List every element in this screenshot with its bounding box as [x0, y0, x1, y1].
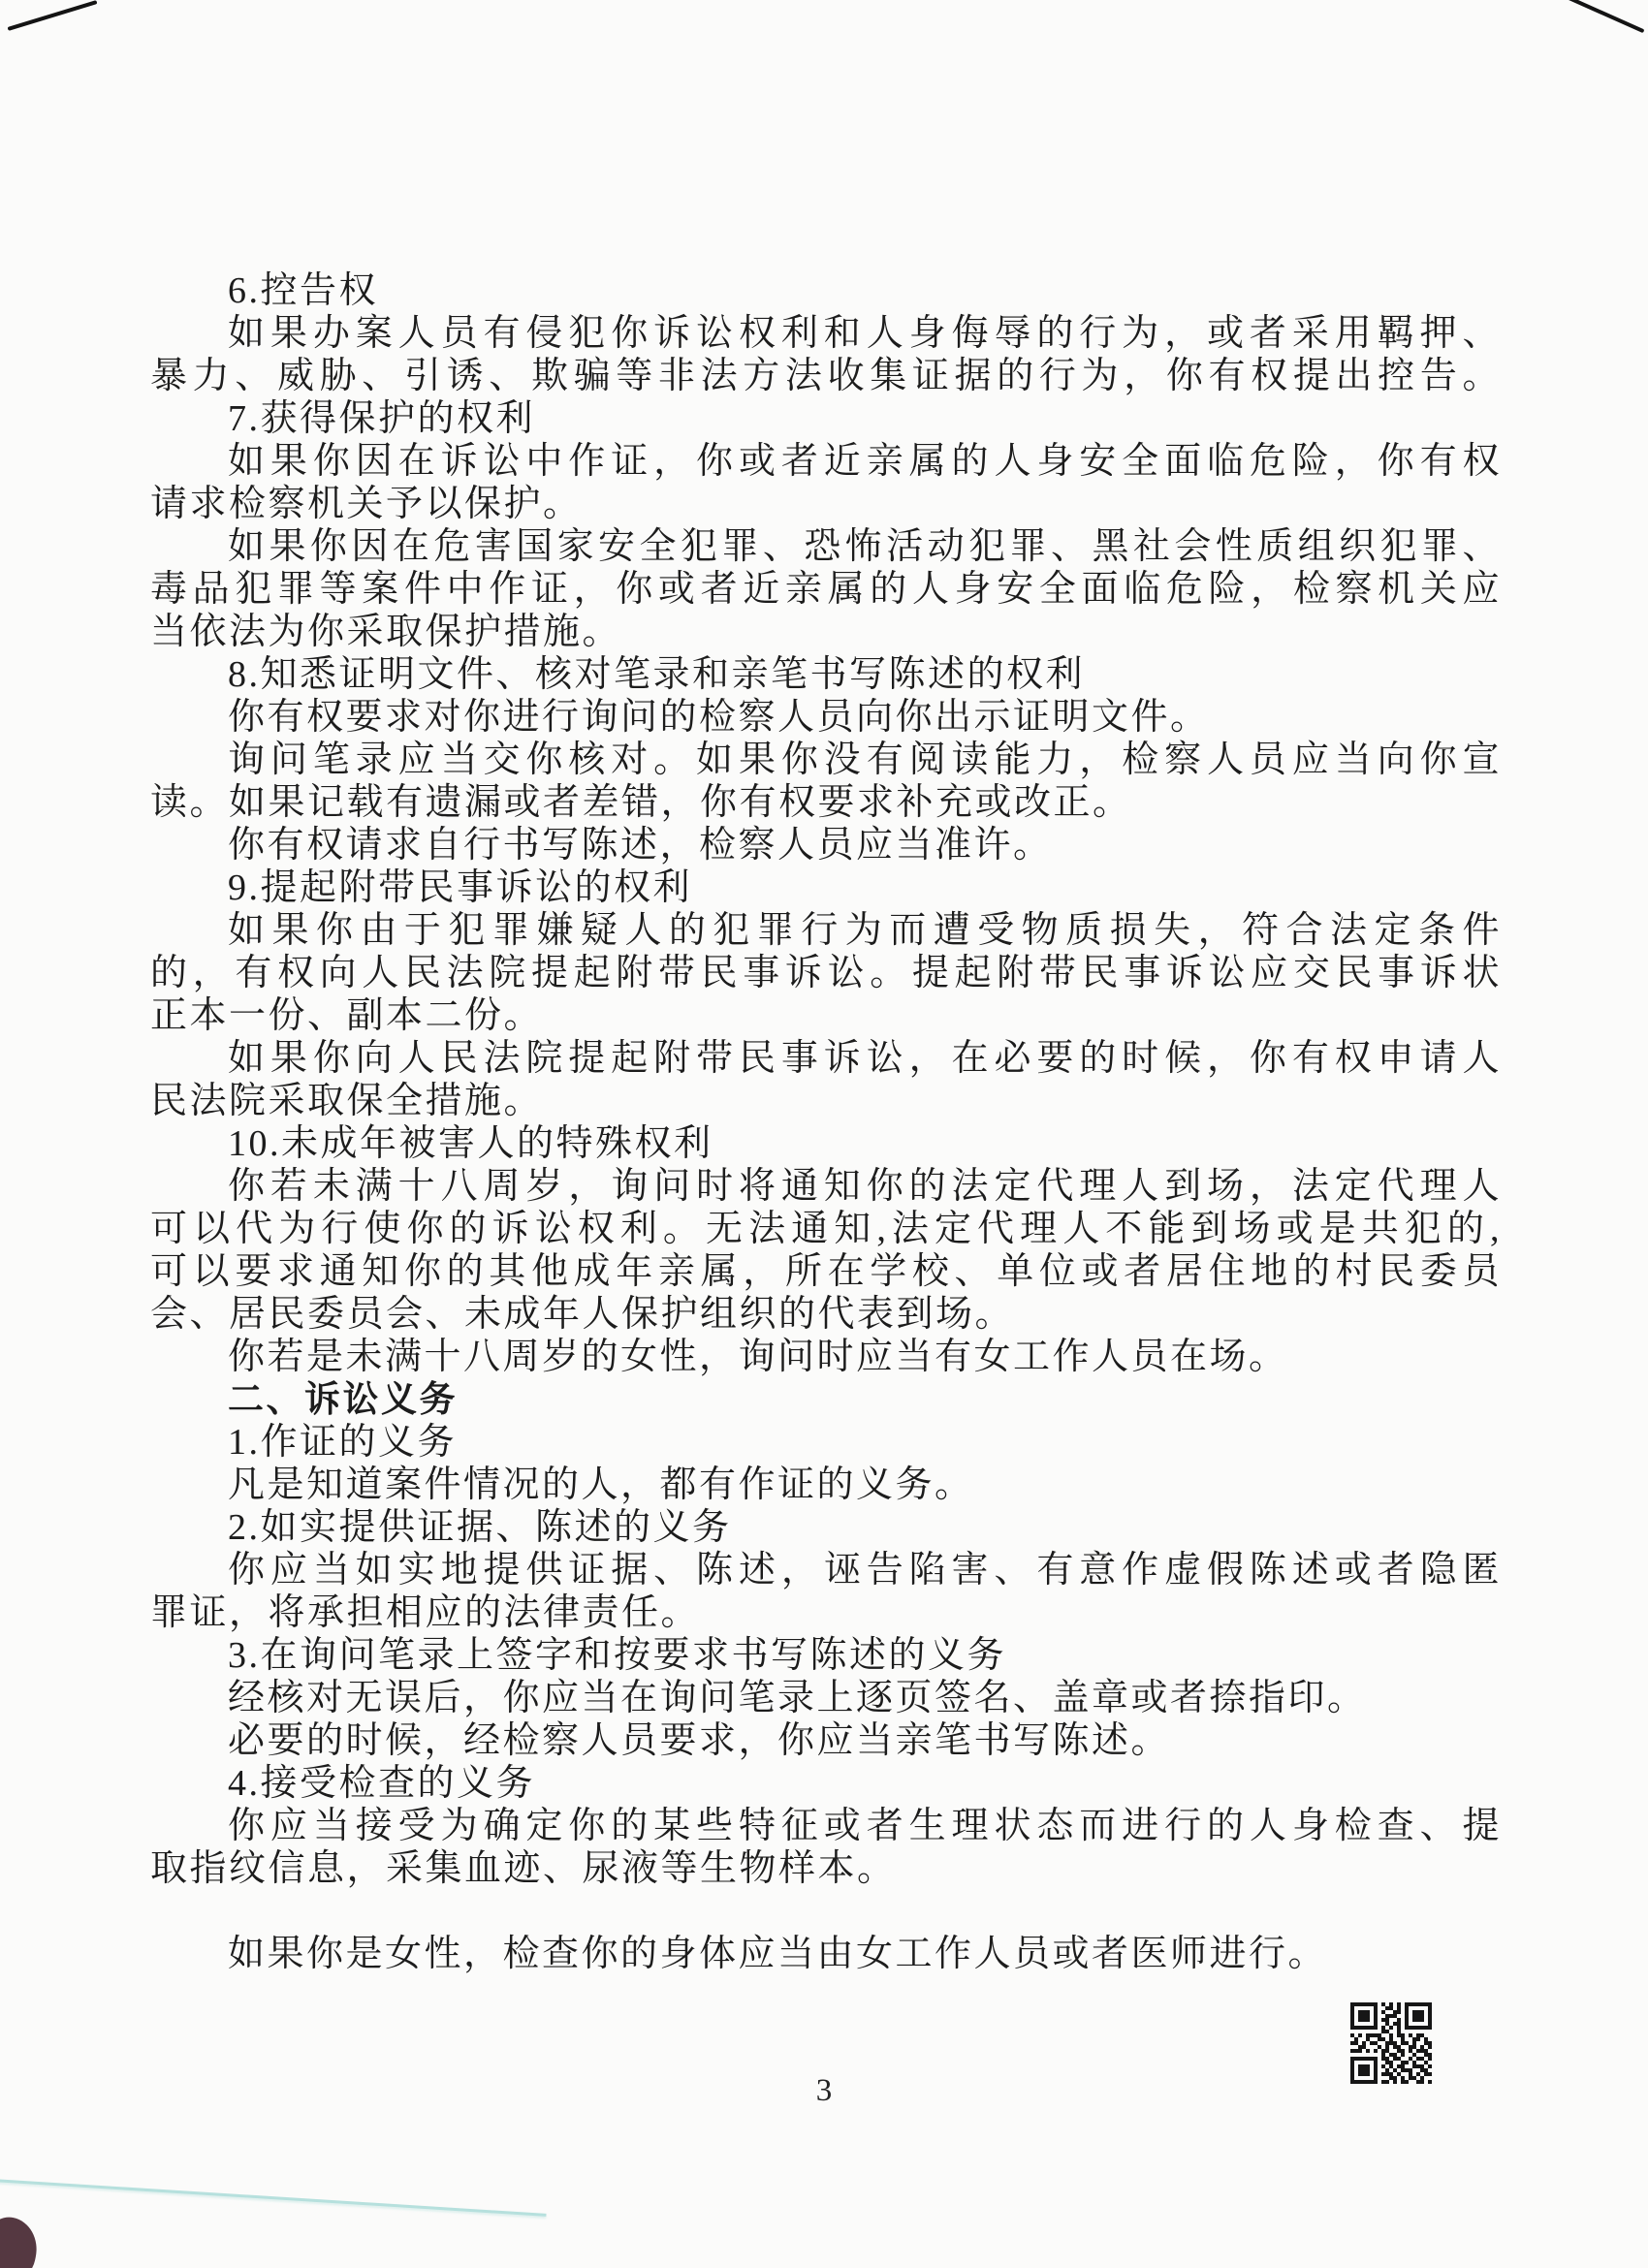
- text-line: 必要的时候，经检察人员要求，你应当亲笔书写陈述。: [228, 1720, 1171, 1761]
- text-line: 你若是未满十八周岁的女性，询问时应当有女工作人员在场。: [228, 1337, 1288, 1377]
- text-line: 如果你因在危害国家安全犯罪、恐怖活动犯罪、黑社会性质组织犯罪、: [228, 526, 1500, 567]
- text-line: 民法院采取保全措施。: [150, 1081, 544, 1121]
- scan-artifact-bottom-line: [0, 2179, 547, 2217]
- text-line: 询问笔录应当交你核对。如果你没有阅读能力，检察人员应当向你宣: [228, 740, 1500, 780]
- scan-artifact-top-left: [8, 0, 98, 31]
- text-line: 凡是知道案件情况的人，都有作证的义务。: [228, 1465, 974, 1505]
- scan-artifact-corner-smudge: [0, 2213, 43, 2268]
- qr-code: [1350, 2002, 1432, 2084]
- text-line: 3.在询问笔录上签字和按要求书写陈述的义务: [228, 1635, 1007, 1676]
- text-line: 取指纹信息，采集血迹、尿液等生物样本。: [150, 1848, 897, 1889]
- text-line: 你有权请求自行书写陈述，检察人员应当准许。: [228, 825, 1053, 866]
- text-line: 如果你因在诉讼中作证，你或者近亲属的人身安全面临危险，你有权: [228, 441, 1500, 482]
- text-line: 可以要求通知你的其他成年亲属，所在学校、单位或者居住地的村民委员: [150, 1251, 1500, 1292]
- text-line: 如果你是女性，检查你的身体应当由女工作人员或者医师进行。: [228, 1934, 1328, 1974]
- text-line: 请求检察机关予以保护。: [150, 484, 583, 524]
- text-line: 4.接受检查的义务: [228, 1763, 536, 1804]
- page-number: 3: [815, 2073, 833, 2108]
- text-line: 8.知悉证明文件、核对笔录和亲笔书写陈述的权利: [228, 654, 1086, 695]
- text-line: 当依法为你采取保护措施。: [150, 612, 622, 652]
- text-line: 正本一份、副本二份。: [150, 995, 544, 1036]
- text-line: 你应当如实地提供证据、陈述，诬告陷害、有意作虚假陈述或者隐匿: [228, 1550, 1500, 1591]
- text-line: 7.获得保护的权利: [228, 398, 536, 439]
- scan-artifact-top-right: [1555, 0, 1645, 33]
- text-line: 如果你由于犯罪嫌疑人的犯罪行为而遭受物质损失，符合法定条件: [228, 910, 1500, 951]
- text-line: 2.如实提供证据、陈述的义务: [228, 1507, 732, 1548]
- text-line: 暴力、威胁、引诱、欺骗等非法方法收集证据的行为，你有权提出控告。: [150, 356, 1500, 396]
- text-line: 6.控告权: [228, 270, 379, 311]
- text-line: 9.提起附带民事诉讼的权利: [228, 867, 693, 908]
- text-line: 你应当接受为确定你的某些特征或者生理状态而进行的人身检查、提: [228, 1806, 1500, 1846]
- blank-line: [150, 1890, 1500, 1933]
- text-line: 1.作证的义务: [228, 1422, 458, 1463]
- text-line: 会、居民委员会、未成年人保护组织的代表到场。: [150, 1294, 1015, 1335]
- text-line: 经核对无误后，你应当在询问笔录上逐页签名、盖章或者捺指印。: [228, 1678, 1367, 1718]
- text-line: 如果办案人员有侵犯你诉讼权利和人身侮辱的行为，或者采用羁押、: [228, 313, 1500, 354]
- text-line: 的，有权向人民法院提起附带民事诉讼。提起附带民事诉讼应交民事诉状: [150, 953, 1500, 993]
- text-line: 读。如果记载有遗漏或者差错，你有权要求补充或改正。: [150, 782, 1132, 823]
- text-line: 10.未成年被害人的特殊权利: [228, 1123, 713, 1164]
- text-line: 如果你向人民法院提起附带民事诉讼，在必要的时候，你有权申请人: [228, 1038, 1500, 1079]
- text-line: 可以代为行使你的诉讼权利。无法通知,法定代理人不能到场或是共犯的,: [150, 1209, 1500, 1249]
- text-line: 你若未满十八周岁，询问时将通知你的法定代理人到场，法定代理人: [228, 1166, 1500, 1207]
- document-text: [150, 269, 1500, 1975]
- text-line: 罪证，将承担相应的法律责任。: [150, 1592, 701, 1633]
- text-line: 你有权要求对你进行询问的检察人员向你出示证明文件。: [228, 697, 1210, 738]
- section-heading: 二、诉讼义务: [228, 1379, 458, 1419]
- text-line: 毒品犯罪等案件中作证，你或者近亲属的人身安全面临危险，检察机关应: [150, 569, 1500, 610]
